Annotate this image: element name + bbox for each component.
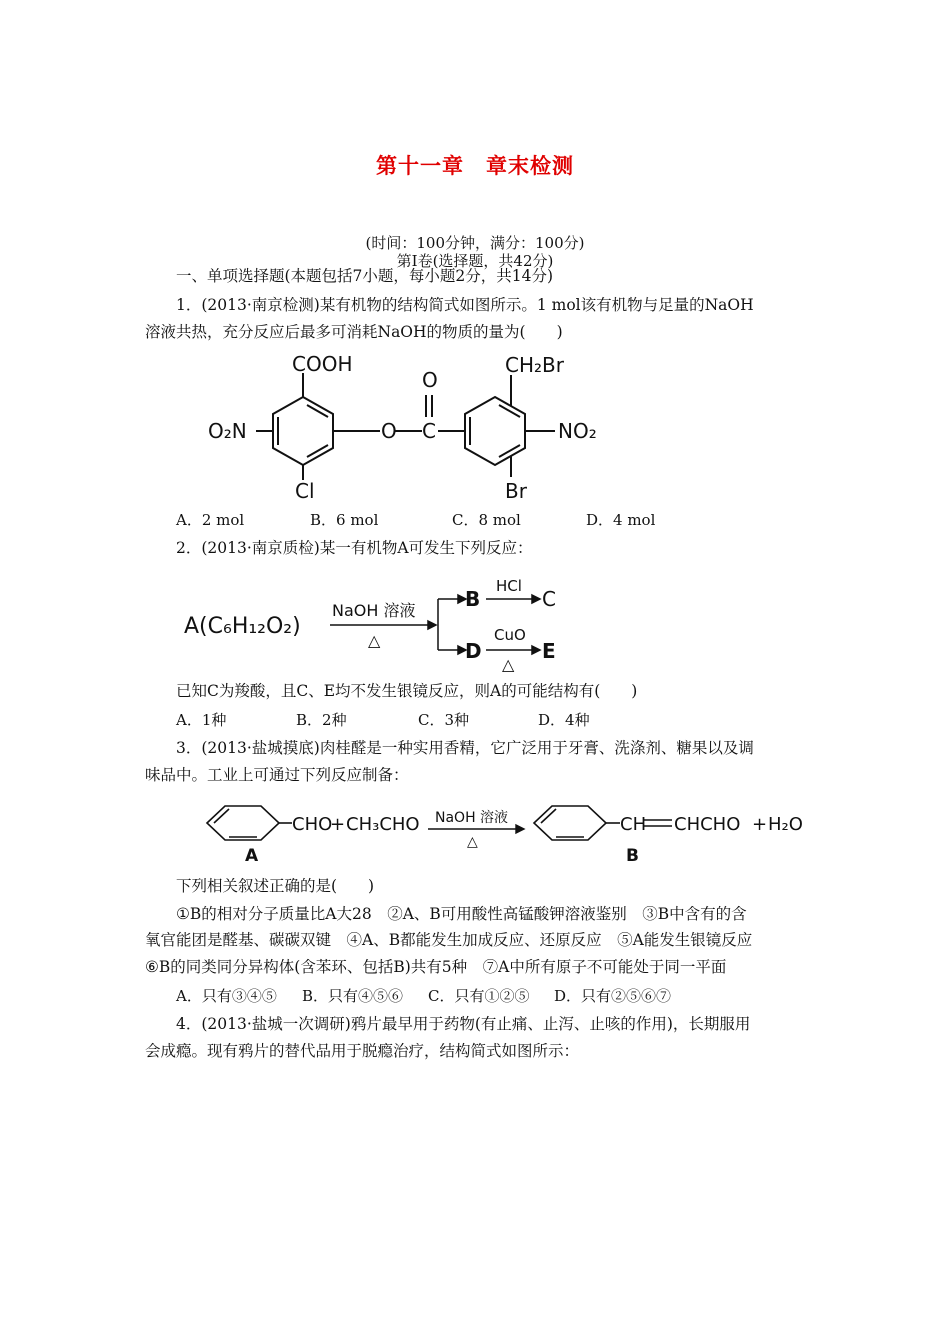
- q3-option-b: B．只有④⑤⑥: [302, 987, 404, 1005]
- cuo-label: CuO: [494, 626, 526, 644]
- q3-scheme: [180, 792, 820, 868]
- q2-option-b: B．2种: [296, 711, 347, 729]
- reactant-a: A(C₆H₁₂O₂): [184, 614, 301, 639]
- q1-structure: [200, 345, 620, 505]
- q2-option-d: D．4种: [538, 711, 590, 729]
- q2-option-a: A．1种: [176, 711, 227, 729]
- q3-option-d: D．只有②⑤⑥⑦: [554, 987, 672, 1005]
- q1-option-a: A．2 mol: [176, 511, 245, 529]
- carbonyl-o-label: O: [422, 368, 438, 392]
- ch-label: CH: [620, 814, 647, 835]
- carbonyl-c-label: C: [422, 419, 436, 443]
- label-b: B: [626, 846, 639, 866]
- q2-scheme: [180, 568, 580, 678]
- q3-option-c: C．只有①②⑤: [428, 987, 530, 1005]
- q1-option-d: D．4 mol: [586, 511, 656, 529]
- q3-line1: 3．(2013·盐城摸底)肉桂醛是一种实用香精，它广泛用于牙膏、洗涤剂、糖果以及调: [176, 739, 754, 757]
- section-heading: 一、单项选择题(本题包括7小题，每小题2分，共14分): [176, 267, 554, 285]
- volume-heading: 第Ⅰ卷(选择题，共42分): [396, 252, 554, 270]
- o2n-label: O₂N: [208, 419, 247, 443]
- plus-2: +: [752, 814, 768, 835]
- q3-line2: 味品中。工业上可通过下列反应制备：: [145, 766, 409, 784]
- naoh-label: NaOH 溶液: [435, 810, 509, 826]
- heat-label: △: [467, 834, 478, 850]
- heat-label: △: [368, 631, 381, 650]
- q3-line3: 下列相关叙述正确的是( ): [176, 877, 375, 895]
- cl-label: Cl: [295, 479, 315, 503]
- q1-line1: 1．(2013·南京检测)某有机物的结构简式如图所示。1 mol该有机物与足量的NaOH: [176, 296, 754, 314]
- chcho-label: CHCHO: [674, 814, 741, 835]
- product-d: D: [465, 639, 482, 663]
- product-b: B: [465, 587, 481, 611]
- q3-line5: 氧官能团是醛基、碳碳双键 ④A、B都能发生加成反应、还原反应 ⑤A能发生银镜反应: [145, 931, 753, 949]
- label-a: A: [245, 846, 259, 866]
- no2-label: NO₂: [558, 419, 597, 443]
- q1-option-c: C．8 mol: [452, 511, 521, 529]
- q1-option-b: B．6 mol: [310, 511, 379, 529]
- q2-option-c: C．3种: [418, 711, 470, 729]
- ch3cho-label: CH₃CHO: [346, 814, 420, 835]
- q3-line4: ①B的相对分子质量比A大28 ②A、B可用酸性高锰酸钾溶液鉴别 ③B中含有的含: [176, 905, 747, 923]
- cooh-label: COOH: [292, 352, 353, 376]
- product-e: E: [542, 639, 556, 663]
- heat-label-2: △: [502, 655, 515, 674]
- q2-line1: 2．(2013·南京质检)某一有机物A可发生下列反应：: [176, 539, 533, 557]
- q3-option-a: A．只有③④⑤: [176, 987, 277, 1005]
- hcl-label: HCl: [496, 577, 522, 595]
- plus-1: +: [330, 814, 346, 835]
- cho-label: CHO: [292, 814, 333, 835]
- q1-line2: 溶液共热，充分反应后最多可消耗NaOH的物质的量为( ): [145, 323, 563, 341]
- time-info: (时间：100分钟，满分：100分): [365, 234, 585, 252]
- q4-line1: 4．(2013·盐城一次调研)鸦片最早用于药物(有止痛、止泻、止咳的作用)，长期服用: [176, 1015, 751, 1033]
- q2-line2: 已知C为羧酸，且C、E均不发生银镜反应，则A的可能结构有( ): [176, 682, 638, 700]
- ch2br-label: CH₂Br: [505, 353, 564, 377]
- ether-o-label: O: [381, 419, 397, 443]
- page-title: 第十一章 章末检测: [376, 153, 574, 178]
- h2o-label: H₂O: [768, 814, 803, 835]
- q4-line2: 会成瘾。现有鸦片的替代品用于脱瘾治疗，结构简式如图所示：: [145, 1042, 580, 1060]
- br-label: Br: [505, 479, 527, 503]
- naoh-label: NaOH 溶液: [332, 601, 416, 620]
- q3-line6: ⑥B的同类同分异构体(含苯环、包括B)共有5种 ⑦A中所有原子不可能处于同一平面: [145, 958, 727, 976]
- product-c: C: [542, 587, 556, 611]
